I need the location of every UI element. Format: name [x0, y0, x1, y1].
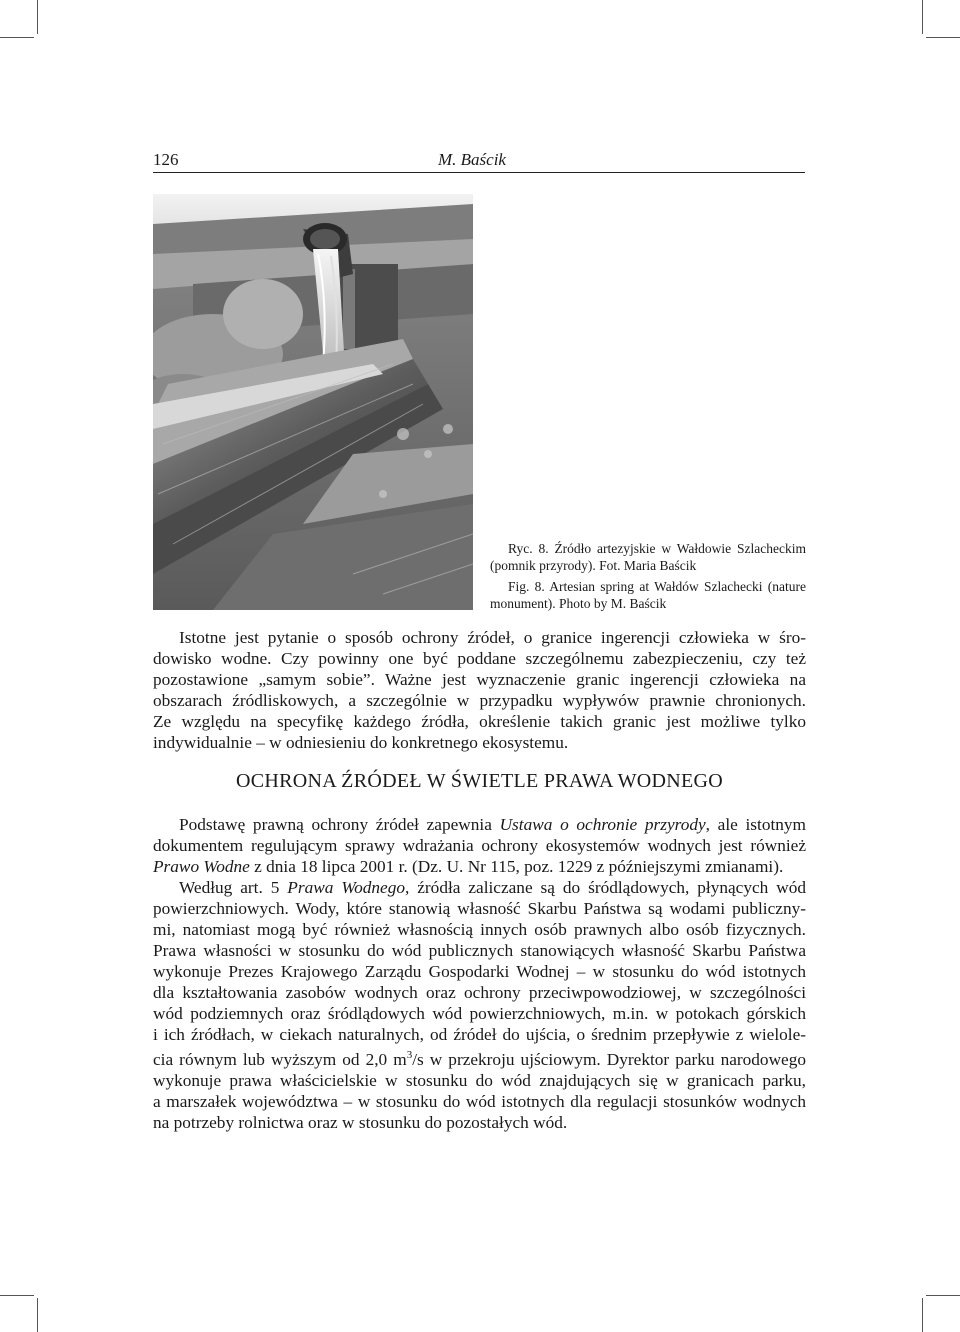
- running-head: [153, 150, 805, 173]
- act-title: Ustawa o ochronie przyrody: [499, 815, 706, 834]
- text-line: [153, 1045, 806, 1070]
- text-line: na potrzeby rolnictwa oraz w stosunku do pozostałych wód.: [153, 1112, 568, 1132]
- text-line: mi, natomiast mogą być również własnością innych osób prawnych albo osób fizycznych.: [153, 920, 806, 939]
- text-line: Prawa własności w stosunku do wód publicznych stanowiących własność Skarbu Państwa: [153, 941, 806, 960]
- text-line: powierzchniowych. Wody, które stanowią własność Skarbu Państwa są wodami publiczny-: [153, 899, 806, 918]
- figure-photo: [153, 194, 473, 610]
- act-title: Prawo Wodne: [153, 857, 250, 876]
- text-run: Podstawę prawną ochrony źródeł zapewnia: [179, 815, 500, 834]
- text-run: cia równym lub wyższym od 2,0 m: [153, 1049, 407, 1069]
- text-line: [153, 877, 806, 898]
- superscript: 3: [406, 1049, 413, 1061]
- page-number: 126: [153, 150, 179, 169]
- crop-mark: [922, 1298, 923, 1332]
- figure-caption: [490, 540, 806, 612]
- text-run: , źródła zaliczane są do śródlądowych, płynących wód: [405, 878, 806, 897]
- body-paragraph-2: [153, 877, 806, 1133]
- text-line: Ze względu na specyfikę każdego źródła, określenie takich granic jest możliwe tylko: [153, 712, 806, 731]
- body-paragraph-1: [153, 814, 806, 877]
- text-line: pozostawione „samym sobie”. Ważne jest wyznaczenie granic ingerencji człowieka na: [153, 670, 806, 689]
- crop-mark: [926, 37, 960, 38]
- section-heading: OCHRONA ŹRÓDEŁ W ŚWIETLE PRAWA WODNEGO: [235, 770, 723, 792]
- text-run: z dnia 18 lipca 2001 r. (Dz. U. Nr 115, poz. 1229 z późniejszymi zmianami).: [249, 857, 784, 876]
- running-author: M. Baścik: [438, 150, 506, 169]
- text-line: Istotne jest pytanie o sposób ochrony źródeł, o granice ingerencji człowieka w śro-: [179, 628, 806, 647]
- text-line: indywidualnie – w odniesieniu do konkretnego ekosystemu.: [153, 733, 569, 752]
- act-title: Prawa Wodnego: [287, 878, 405, 897]
- text-line: dla kształtowania zasobów wodnych oraz ochrony przeciwpowodziowej, w szczególności: [153, 983, 806, 1002]
- text-line: i ich źródłach, w ciekach naturalnych, od źródeł do ujścia, o średnim przepływie z wielole-: [153, 1025, 806, 1044]
- crop-mark: [926, 1295, 960, 1296]
- text-line: wód podziemnych oraz śródlądowych wód powierzchniowych, m.in. w potokach górskich: [153, 1004, 806, 1023]
- text-line: obszarach źródliskowych, a szczególnie w przypadku wypływów prawnie chronionych.: [153, 691, 806, 710]
- crop-mark: [37, 0, 38, 34]
- text-run: /s w przekroju ujściowym. Dyrektor parku narodowego: [412, 1049, 807, 1069]
- caption-english: Fig. 8. Artesian spring at Wałdów Szlachecki (nature monument). Photo by M. Baścik: [490, 579, 806, 611]
- crop-mark: [0, 1295, 34, 1296]
- text-line: a marszałek województwa – w stosunku do wód istotnych dla regulacji stosunków wodnych: [153, 1091, 806, 1111]
- text-line: [153, 814, 806, 835]
- text-run: , ale istotnym: [705, 815, 806, 834]
- crop-mark: [37, 1298, 38, 1332]
- intro-paragraph: [153, 627, 806, 753]
- caption-polish: Ryc. 8. Źródło artezyjskie w Wałdowie Szlacheckim (pomnik przyrody). Fot. Maria Baścik: [490, 541, 806, 573]
- text-line: dokumentem regulującym sprawy wdrażania ochrony ekosystemów wodnych jest również: [153, 836, 806, 855]
- text-line: wykonuje Prezes Krajowego Zarządu Gospodarki Wodnej – w stosunku do wód istotnych: [153, 962, 806, 981]
- crop-mark: [0, 37, 34, 38]
- text-line: [153, 856, 806, 877]
- text-line: wykonuje prawa właścicielskie w stosunku do wód znajdujących się w granicach parku,: [153, 1070, 806, 1090]
- text-line: dowisko wodne. Czy powinny one być poddane szczególnemu zabezpieczeniu, czy też: [153, 649, 806, 668]
- crop-mark: [922, 0, 923, 34]
- text-run: Według art. 5: [179, 878, 288, 897]
